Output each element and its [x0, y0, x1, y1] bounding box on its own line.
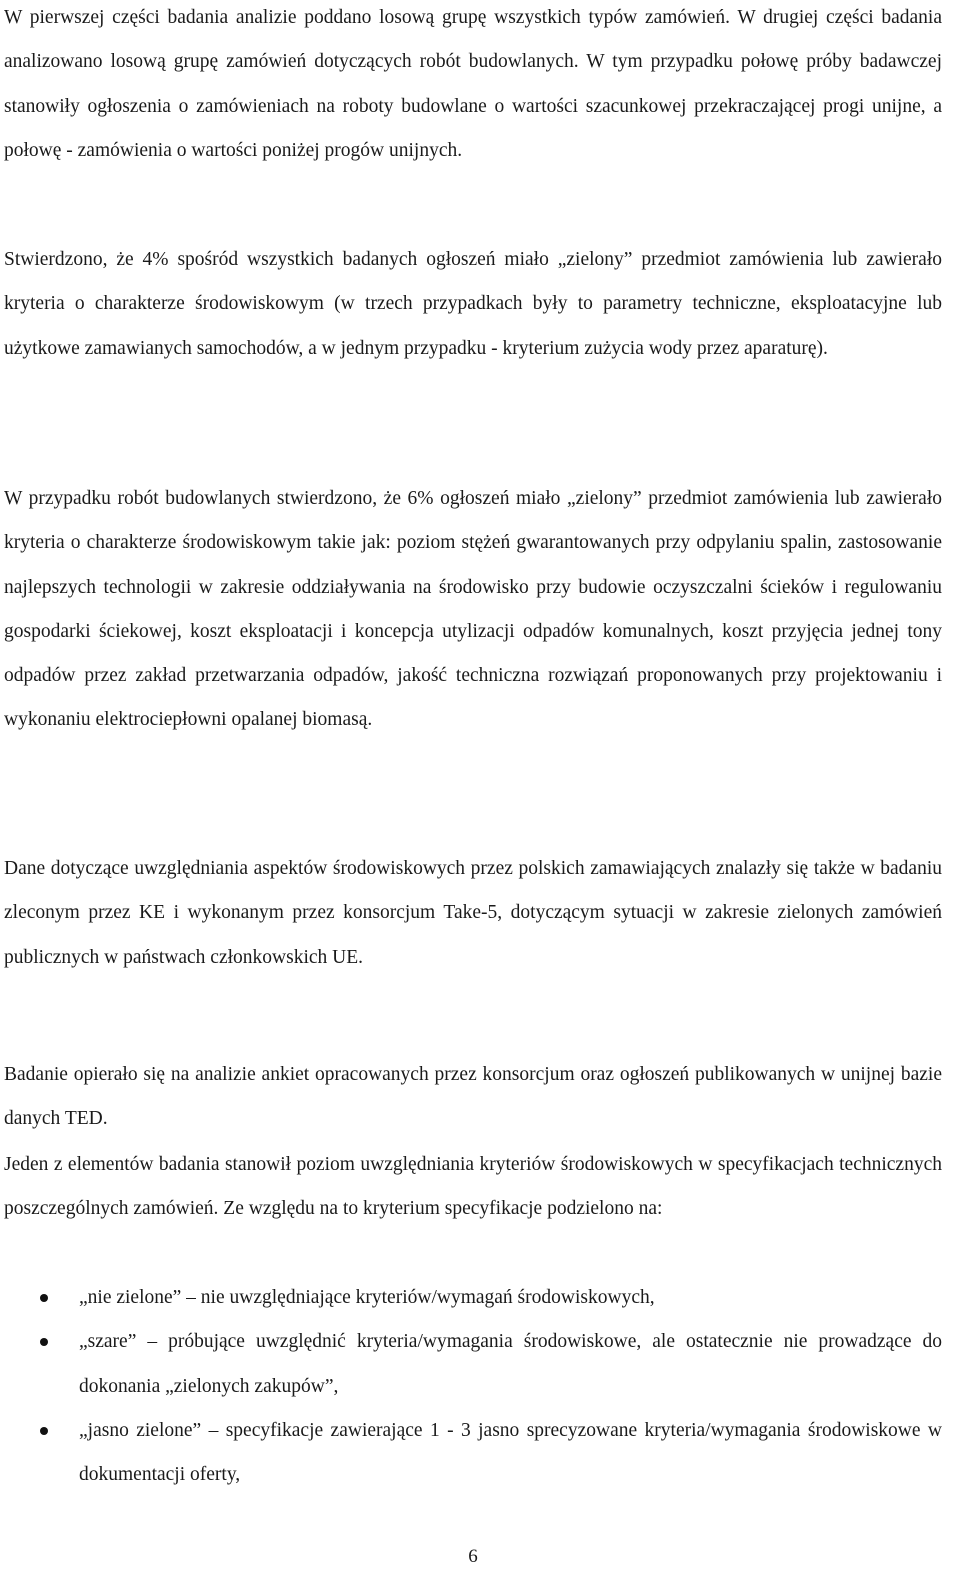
paragraph-specification-levels: Jeden z elementów badania stanowił poziom uwzględniania kryteriów środowiskowych w specyfikacjach technicznych poszczególnych zamówień. Ze względu na to kryterium specyfikacje podzielono na:	[4, 1154, 942, 1220]
list-item	[4, 1409, 942, 1498]
bullet-icon	[40, 1294, 48, 1302]
paragraph-study-method: Badanie opierało się na analizie ankiet opracowanych przez konsorcjum oraz ogłoszeń publikowanych w unijnej bazie danych TED.	[4, 1064, 942, 1130]
list-item-text: „szare” – próbujące uwzględnić kryteria/wymagania środowiskowe, ale ostatecznie nie prowadzące do dokonania „zielonych zakupów”,	[79, 1331, 942, 1397]
list-item	[4, 1320, 942, 1409]
list-item	[4, 1276, 942, 1320]
list-item-text: „nie zielone” – nie uwzględniające kryteriów/wymagań środowiskowych,	[79, 1287, 655, 1308]
bullet-icon	[40, 1338, 48, 1346]
list-item-text: „jasno zielone” – specyfikacje zawierające 1 - 3 jasno sprecyzowane kryteria/wymagania środowiskowe w dokumentacji oferty,	[79, 1419, 942, 1486]
paragraph-all-orders-findings: Stwierdzono, że 4% spośród wszystkich badanych ogłoszeń miało „zielony” przedmiot zamówienia lub zawierało kryteria o charakterze środowiskowym (w trzech przypadkach były to parametry techniczne, eksploatacyjne lub użytkowe zamawianych samochodów, a w jednym przypadku - kryterium zużycia wody przez aparaturę).	[4, 249, 942, 359]
page-number: 6	[468, 1546, 478, 1567]
paragraph-take5-study: Dane dotyczące uwzględniania aspektów środowiskowych przez polskich zamawiających znalazły się także w badaniu zleconym przez KE i wykonanym przez konsorcjum Take-5, dotyczącym sytuacji w zakresie zielonych zamówień publicznych w państwach członkowskich UE.	[4, 858, 942, 968]
paragraph-sample-description: W pierwszej części badania analizie poddano losową grupę wszystkich typów zamówień. W drugiej części badania analizowano losową grupę zamówień dotyczących robót budowlanych. W tym przypadku połowę próby badawczej stanowiły ogłoszenia o zamówieniach na roboty budowlane o wartości szacunkowej przekraczającej progi unijne, a połowę - zamówienia o wartości poniżej progów unijnych.	[4, 7, 942, 161]
paragraph-construction-findings: W przypadku robót budowlanych stwierdzono, że 6% ogłoszeń miało „zielony” przedmiot zamówienia lub zawierało kryteria o charakterze środowiskowym takie jak: poziom stężeń gwarantowanych przy odpylaniu spalin, zastosowanie najlepszych technologii w zakresie oddziaływania na środowisko przy budowie oczyszczalni ścieków i regulowaniu gospodarki ściekowej, koszt eksploatacji i koncepcja utylizacji odpadów komunalnych, koszt przyjęcia jednej tony odpadów przez zakład przetwarzania odpadów, jakość techniczna rozwiązań proponowanych przy projektowaniu i wykonaniu elektrociepłowni opalanej biomasą.	[4, 488, 942, 731]
bullet-icon	[40, 1427, 48, 1435]
specification-category-list	[4, 1276, 942, 1497]
